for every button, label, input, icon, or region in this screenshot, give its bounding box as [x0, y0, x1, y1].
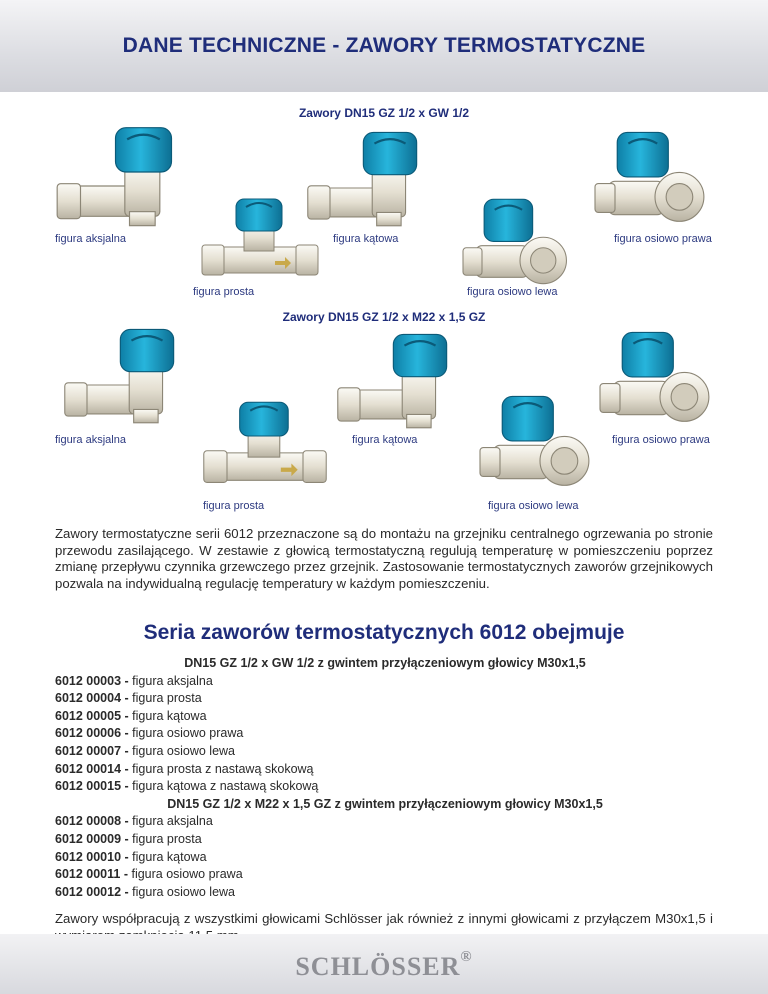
section1-title: Zawory DN15 GZ 1/2 x GW 1/2 — [298, 106, 470, 120]
note-paragraph: Zawory współpracują z wszystkimi głowicami Schlösser jak również z innymi głowicami z przyłączem M30x1,5 i — [55, 911, 713, 926]
valve-aksjalna-m22-image — [52, 325, 202, 425]
list-item: 6012 00012 - figura osiowo lewa — [55, 884, 236, 899]
valve-osiowo-prawa-image — [585, 128, 725, 228]
list-item: 6012 00005 - figura kątowa — [55, 708, 207, 723]
group1-title: DN15 GZ 1/2 x GW 1/2 z gwintem przyłączeniowym głowicy M30x1,5 — [184, 656, 586, 670]
list-item: 6012 00003 - figura aksjalna — [55, 673, 213, 688]
valve-prosta-image — [190, 195, 330, 285]
list-item: 6012 00004 - figura prosta — [55, 691, 202, 706]
page-title: DANE TECHNICZNE - ZAWORY TERMOSTATYCZNE — [122, 34, 646, 57]
description-paragraph: Zawory termostatyczne serii 6012 przeznaczone są do montażu na grzejniku centralnego ogrzewania po stronie przewodu zasilającego. W zestawie z głowicą termostatyczną regulują temperaturę w pomieszczeniu poprzez zmianę przepływu czynnika grzewczego przez grzejnik. Zastosowanie termostatycznych zaworów grzejnikowych pozwala na indywidualną regulację temperatury w każdym pomieszczeniu. — [55, 526, 713, 591]
list-item: 6012 00011 - figura osiowo prawa — [55, 867, 243, 882]
valve-osiowo-lewa-m22-image — [470, 392, 610, 492]
section2-title: Zawory DN15 GZ 1/2 x M22 x 1,5 GZ — [282, 310, 486, 324]
valve-aksjalna-image — [50, 123, 195, 228]
caption-aksjalna-2: figura aksjalna — [55, 434, 126, 446]
list-item: 6012 00007 - figura osiowo lewa — [55, 743, 236, 758]
series-title: Seria zaworów termostatycznych 6012 obejmuje — [143, 621, 625, 644]
footer-banner — [0, 934, 768, 994]
valve-katowa-m22-image — [330, 330, 470, 430]
list-item: 6012 00014 - figura prosta z nastawą skokową — [55, 761, 314, 776]
list-item: 6012 00008 - figura aksjalna — [55, 814, 213, 829]
valve-prosta-m22-image — [190, 398, 340, 493]
caption-osiowo-lewa-2: figura osiowo lewa — [488, 500, 579, 512]
caption-katowa-2: figura kątowa — [352, 434, 418, 446]
caption-osiowo-lewa-1: figura osiowo lewa — [467, 286, 558, 298]
list-item: 6012 00010 - figura kątowa — [55, 849, 207, 864]
valve-osiowo-prawa-m22-image — [590, 328, 730, 428]
caption-prosta-1: figura prosta — [193, 286, 255, 298]
caption-osiowo-prawa-1: figura osiowo prawa — [614, 233, 712, 245]
brand-logo: SCHLÖSSER® — [295, 949, 473, 981]
group2-title: DN15 GZ 1/2 x M22 x 1,5 GZ z gwintem przyłączeniowym głowicy M30x1,5 — [167, 796, 603, 811]
header-banner — [0, 0, 768, 92]
caption-aksjalna-1: figura aksjalna — [55, 233, 126, 245]
list-item: 6012 00006 - figura osiowo prawa — [55, 726, 244, 741]
series-list — [55, 655, 715, 901]
caption-katowa-1: figura kątowa — [333, 233, 399, 245]
caption-osiowo-prawa-2: figura osiowo prawa — [612, 434, 710, 446]
caption-prosta-2: figura prosta — [203, 500, 265, 512]
valve-osiowo-lewa-image — [455, 195, 585, 290]
list-item: 6012 00015 - figura kątowa z nastawą skokową — [55, 779, 319, 794]
list-item: 6012 00009 - figura prosta — [55, 831, 202, 846]
